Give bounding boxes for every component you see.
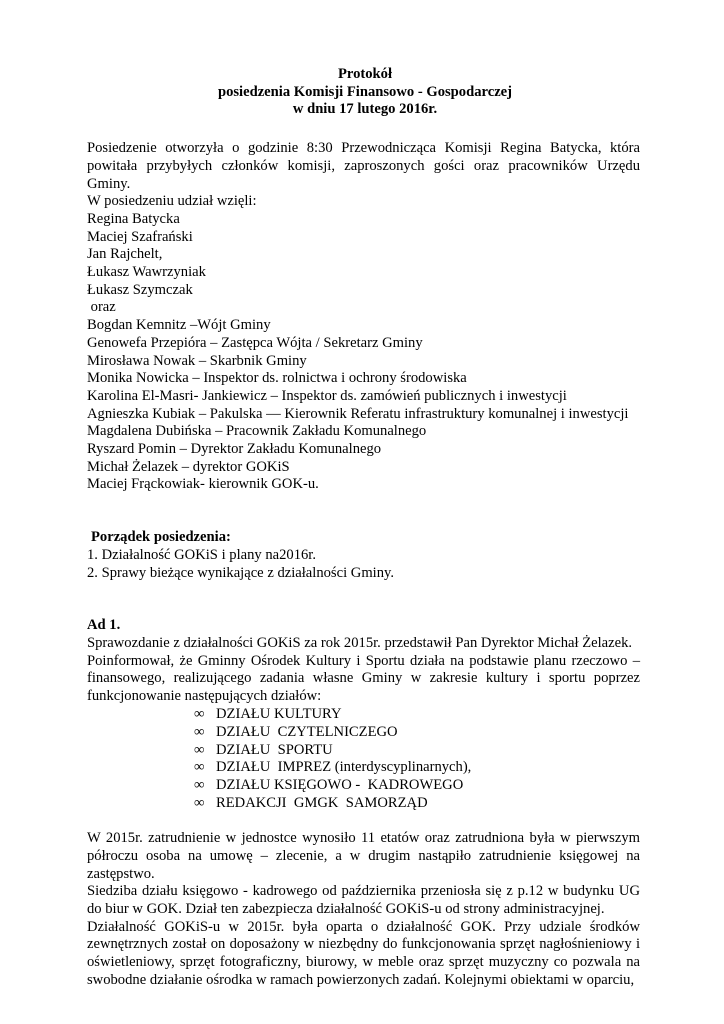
infinity-bullet-icon: ∞ xyxy=(194,759,205,776)
departments-list xyxy=(194,706,640,813)
members-list xyxy=(87,211,640,300)
member-item: Maciej Szafrański xyxy=(87,228,193,245)
department-item: ∞ DZIAŁU CZYTELNICZEGO xyxy=(194,723,398,740)
department-item: ∞ DZIAŁU KSIĘGOWO - KADROWEGO xyxy=(194,777,464,794)
guest-item: Agnieszka Kubiak – Pakulska — Kierownik Referatu infrastruktury komunalnej i inwestycji xyxy=(87,405,629,422)
ad1-heading: Ad 1. xyxy=(87,617,121,634)
attendance-label: W posiedzeniu udział wzięli: xyxy=(87,193,257,210)
infinity-bullet-icon: ∞ xyxy=(194,777,205,794)
document-page xyxy=(87,66,640,989)
guest-item: Michał Żelazek – dyrektor GOKiS xyxy=(87,458,290,475)
infinity-bullet-icon: ∞ xyxy=(194,795,205,812)
employment-paragraph: W 2015r. zatrudnienie w jednostce wynosiło 11 etatów oraz zatrudniona była w pierwszym półroczu osoba na umowę – zlecenie, a w drugim nastąpiło zatrudnienie księgowej na zastępstwo. xyxy=(87,830,640,882)
agenda-heading: Porządek posiedzenia: xyxy=(91,529,231,546)
guest-item: Magdalena Dubińska – Pracownik Zakładu Komunalnego xyxy=(87,423,427,440)
guest-item: Maciej Frąckowiak- kierownik GOK-u. xyxy=(87,476,319,493)
guest-item: Mirosława Nowak – Skarbnik Gminy xyxy=(87,352,307,369)
ad1-paragraph: Poinformował, że Gminny Ośrodek Kultury i Sportu działa na podstawie planu rzeczowo – finansowego, realizującego zadania własne Gminy w zakresie kultury i sportu poprzez funkcjonowanie następujących działów: xyxy=(87,652,640,705)
oraz-label: oraz xyxy=(87,299,116,316)
guest-item: Monika Nowicka – Inspektor ds. rolnictwa i ochrony środowiska xyxy=(87,370,467,387)
member-item: Jan Rajchelt, xyxy=(87,246,163,263)
member-item: Łukasz Wawrzyniak xyxy=(87,264,206,281)
office-paragraph: Siedziba działu księgowo - kadrowego od października przeniosła się z p.12 w budynku UG do biur w GOK. Dział ten zabezpiecza działalność GOKiS-u od strony administracyjnej. xyxy=(87,883,640,917)
intro-paragraph: Posiedzenie otworzyła o godzinie 8:30 Przewodnicząca Komisji Regina Batycka, która powitała przybyłych członków komisji, zaproszonych gości oraz pracowników Urzędu Gminy. xyxy=(87,140,640,192)
member-item: Łukasz Szymczak xyxy=(87,281,193,298)
guest-item: Genowefa Przepióra – Zastępca Wójta / Sekretarz Gminy xyxy=(87,334,423,351)
department-item: ∞ DZIAŁU IMPREZ (interdyscyplinarnych), xyxy=(194,759,472,776)
ad1-report-line: Sprawozdanie z działalności GOKiS za rok 2015r. przedstawił Pan Dyrektor Michał Żelazek. xyxy=(87,634,633,651)
guest-item: Bogdan Kemnitz –Wójt Gminy xyxy=(87,317,271,334)
infinity-bullet-icon: ∞ xyxy=(194,723,205,740)
guests-list xyxy=(87,317,640,494)
infinity-bullet-icon: ∞ xyxy=(194,741,205,758)
member-item: Regina Batycka xyxy=(87,210,180,227)
department-item: ∞ DZIAŁU KULTURY xyxy=(194,705,342,722)
guest-item: Ryszard Pomin – Dyrektor Zakładu Komunalnego xyxy=(87,441,382,458)
department-item: ∞ DZIAŁU SPORTU xyxy=(194,741,333,758)
document-title: Protokół xyxy=(337,66,393,82)
guest-item: Karolina El-Masri- Jankiewicz – Inspektor ds. zamówień publicznych i inwestycji xyxy=(87,387,567,404)
agenda-item: 1. Działalność GOKiS i plany na2016r. xyxy=(87,546,317,563)
document-subtitle: posiedzenia Komisji Finansowo - Gospodarczej xyxy=(217,83,513,100)
agenda-item: 2. Sprawy bieżące wynikające z działalności Gminy. xyxy=(87,564,395,581)
activity-paragraph: Działalność GOKiS-u w 2015r. była oparta o działalność GOK. Przy udziale środków zewnętrznych został on doposażony w niezbędny do funkcjonowania sprzęt nagłośnieniowy i oświetleniowy, sprzęt fotograficzny, biurowy, w meble oraz sprzęt muzyczny co pozwala na swobodne działanie ośrodka w ramach powierzonych zadań. Kolejnymi obiektami w oparciu, xyxy=(87,918,640,988)
document-date: w dniu 17 lutego 2016r. xyxy=(292,101,438,118)
department-item: ∞ REDAKCJI GMGK SAMORZĄD xyxy=(194,795,428,812)
infinity-bullet-icon: ∞ xyxy=(194,705,205,722)
